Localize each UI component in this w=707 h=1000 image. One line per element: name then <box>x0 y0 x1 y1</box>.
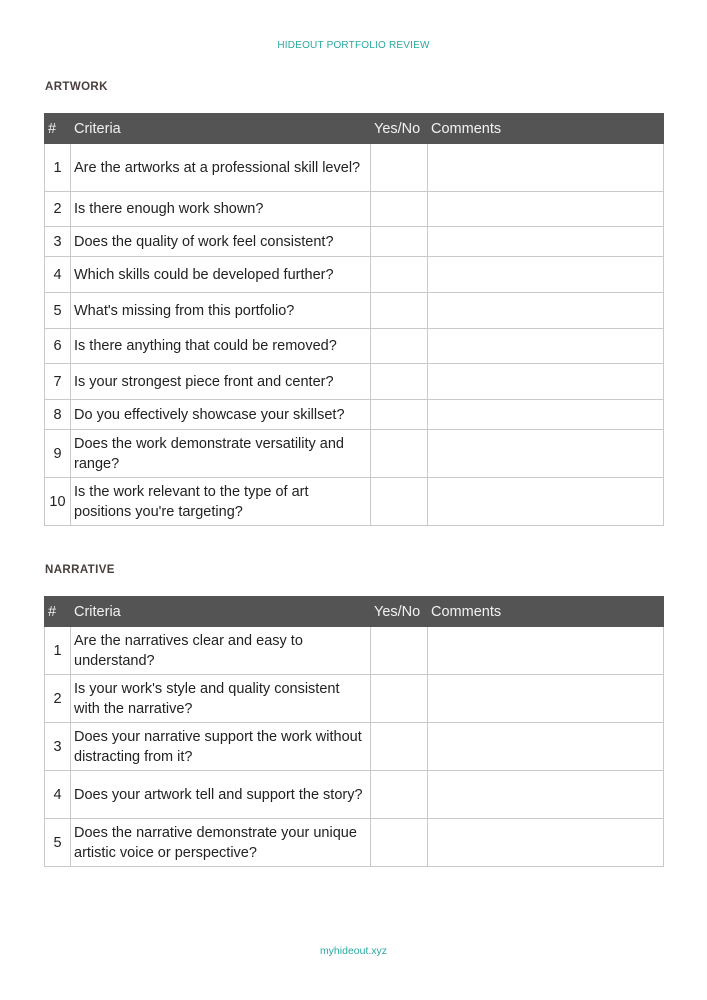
row-criteria: Is your work's style and quality consistent with the narrative? <box>71 675 371 723</box>
page-header-title: HIDEOUT PORTFOLIO REVIEW <box>277 40 430 51</box>
row-number: 5 <box>45 293 71 329</box>
row-number: 7 <box>45 364 71 400</box>
row-comments-cell[interactable] <box>428 293 664 329</box>
row-comments-cell[interactable] <box>428 400 664 430</box>
row-comments-cell[interactable] <box>428 329 664 364</box>
table-row <box>45 771 664 819</box>
narrative-table-body <box>45 627 664 867</box>
narrative-section-title: NARRATIVE <box>45 564 115 576</box>
row-comments-cell[interactable] <box>428 771 664 819</box>
artwork-table <box>44 113 664 526</box>
col-header-comments: Comments <box>428 597 664 627</box>
row-comments-cell[interactable] <box>428 257 664 293</box>
row-criteria: What's missing from this portfolio? <box>71 293 371 329</box>
row-number: 4 <box>45 257 71 293</box>
row-yes-no-cell[interactable] <box>371 771 428 819</box>
table-row <box>45 400 664 430</box>
table-header-row <box>45 597 664 627</box>
artwork-section-title: ARTWORK <box>45 81 108 93</box>
row-yes-no-cell[interactable] <box>371 723 428 771</box>
row-number: 9 <box>45 430 71 478</box>
row-yes-no-cell[interactable] <box>371 675 428 723</box>
table-row <box>45 675 664 723</box>
table-row <box>45 478 664 526</box>
table-row <box>45 192 664 227</box>
row-yes-no-cell[interactable] <box>371 819 428 867</box>
row-yes-no-cell[interactable] <box>371 227 428 257</box>
row-criteria: Does the quality of work feel consistent? <box>71 227 371 257</box>
row-criteria: Is the work relevant to the type of art positions you're targeting? <box>71 478 371 526</box>
row-yes-no-cell[interactable] <box>371 627 428 675</box>
row-comments-cell[interactable] <box>428 144 664 192</box>
table-row <box>45 364 664 400</box>
row-number: 2 <box>45 675 71 723</box>
row-criteria: Do you effectively showcase your skillset? <box>71 400 371 430</box>
row-yes-no-cell[interactable] <box>371 478 428 526</box>
row-number: 8 <box>45 400 71 430</box>
table-row <box>45 430 664 478</box>
artwork-table-body <box>45 144 664 526</box>
row-comments-cell[interactable] <box>428 364 664 400</box>
row-comments-cell[interactable] <box>428 478 664 526</box>
row-comments-cell[interactable] <box>428 627 664 675</box>
row-number: 2 <box>45 192 71 227</box>
row-yes-no-cell[interactable] <box>371 257 428 293</box>
row-number: 1 <box>45 144 71 192</box>
row-comments-cell[interactable] <box>428 430 664 478</box>
table-row <box>45 329 664 364</box>
row-number: 3 <box>45 723 71 771</box>
col-header-num: # <box>45 597 71 627</box>
row-criteria: Are the artworks at a professional skill level? <box>71 144 371 192</box>
col-header-num: # <box>45 114 71 144</box>
row-comments-cell[interactable] <box>428 675 664 723</box>
row-yes-no-cell[interactable] <box>371 400 428 430</box>
row-yes-no-cell[interactable] <box>371 293 428 329</box>
row-criteria: Which skills could be developed further? <box>71 257 371 293</box>
row-comments-cell[interactable] <box>428 819 664 867</box>
table-row <box>45 723 664 771</box>
table-header-row <box>45 114 664 144</box>
footer-url: myhideout.xyz <box>319 945 388 957</box>
row-criteria: Are the narratives clear and easy to understand? <box>71 627 371 675</box>
row-number: 10 <box>45 478 71 526</box>
row-criteria: Does the work demonstrate versatility and range? <box>71 430 371 478</box>
table-row <box>45 627 664 675</box>
row-yes-no-cell[interactable] <box>371 430 428 478</box>
table-row <box>45 293 664 329</box>
row-criteria: Is there anything that could be removed? <box>71 329 371 364</box>
row-criteria: Is there enough work shown? <box>71 192 371 227</box>
col-header-comments: Comments <box>428 114 664 144</box>
row-criteria: Does the narrative demonstrate your unique artistic voice or perspective? <box>71 819 371 867</box>
row-yes-no-cell[interactable] <box>371 329 428 364</box>
row-yes-no-cell[interactable] <box>371 144 428 192</box>
col-header-criteria: Criteria <box>71 597 371 627</box>
row-comments-cell[interactable] <box>428 227 664 257</box>
row-number: 4 <box>45 771 71 819</box>
narrative-table <box>44 596 664 867</box>
row-comments-cell[interactable] <box>428 192 664 227</box>
table-row <box>45 227 664 257</box>
row-comments-cell[interactable] <box>428 723 664 771</box>
row-number: 6 <box>45 329 71 364</box>
row-yes-no-cell[interactable] <box>371 192 428 227</box>
row-number: 3 <box>45 227 71 257</box>
col-header-criteria: Criteria <box>71 114 371 144</box>
col-header-yes-no: Yes/No <box>371 597 428 627</box>
table-row <box>45 257 664 293</box>
row-criteria: Does your artwork tell and support the story? <box>71 771 371 819</box>
row-number: 1 <box>45 627 71 675</box>
row-yes-no-cell[interactable] <box>371 364 428 400</box>
row-criteria: Is your strongest piece front and center? <box>71 364 371 400</box>
row-criteria: Does your narrative support the work without distracting from it? <box>71 723 371 771</box>
row-number: 5 <box>45 819 71 867</box>
table-row <box>45 144 664 192</box>
table-row <box>45 819 664 867</box>
col-header-yes-no: Yes/No <box>371 114 428 144</box>
